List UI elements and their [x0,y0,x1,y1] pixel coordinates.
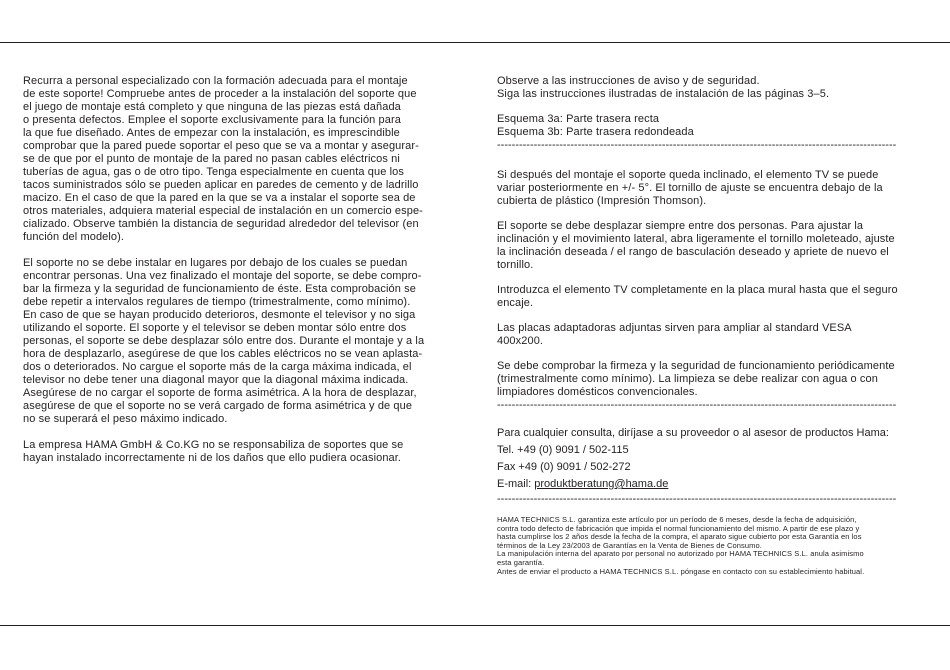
warranty-fine-print: HAMA TECHNICS S.L. garantiza este artículo por un período de 6 meses, desde la fecha de adquisición, contra todo defecto de fabricación que impida el normal funcionamiento del mismo. A partir de ese plazo y hasta cumplirse los 2 años desde la fecha de la compra, el aparato sigue cubierto por esta Garantía en los términos de la Ley 23/2003 de Garantías en la Venta de Bienes de Consumo. La manipulación interna del aparato por personal no autorizado por HAMA TECHNICS S.L. anula asimismo esta garantía. Antes de enviar el producto a HAMA TECHNICS S.L. póngase en contacto con su establecimiento habitual. [497,515,865,576]
email-label: E-mail: [497,478,535,490]
contact-intro: Para cualquier consulta, diríjase a su proveedor o al asesor de productos Hama: [497,427,889,439]
right-column [497,75,929,576]
left-column [23,75,463,465]
installation-warning-paragraph: Recurra a personal especializado con la formación adecuada para el montaje de este soporte! Compruebe antes de proceder a la instalación del soporte que el juego de montaje está completo y que ninguna de las piezas está dañada o presenta defectos. Emplee el soporte exclusivamente para la función para la que fue diseñado. Antes de empezar con la instalación, es imprescindible comprobar que la pared puede soportar el peso que se va a montar y asegurar- se de que por el punto de montaje de la pared no pasan cables eléctricos ni tuberías de agua, gas o de otro tipo. Tenga especialmente en cuenta que los tacos suministrados sólo se pueden aplicar en paredes de cemento y de ladrillo macizo. En el caso de que la pared en la que se va a instalar el soporte sea de otros materiales, adquiera material especial de instalación en un comercio espe- cializado. Observe también la distancia de seguridad alrededor del televisor (en función del modelo). [23,75,423,243]
separator-line: ------------------------------------------------------------------------------------------------------------- [497,139,897,151]
insert-tv-paragraph: Introduzca el elemento TV completamente en la placa mural hasta que el seguro encaje. [497,284,898,309]
liability-paragraph: La empresa HAMA GmbH & Co.KG no se responsabiliza de soportes que se hayan instalado incorrectamente ni de los daños que ello pudiera ocasionar. [23,439,404,464]
contact-fax: Fax +49 (0) 9091 / 502-272 [497,461,631,473]
vesa-paragraph: Las placas adaptadoras adjuntas sirven para ampliar al standard VESA 400x200. [497,322,852,347]
separator-line: ------------------------------------------------------------------------------------------------------------- [497,399,897,411]
separator-line: ------------------------------------------------------------------------------------------------------------- [497,493,897,505]
safety-paragraph: El soporte no se debe instalar en lugares por debajo de los cuales se puedan encontrar personas. Una vez finalizado el montaje del soporte, se debe compro- bar la firmeza y la seguridad de funcionamiento de éste. Esta comprobación se debe repetir a intervalos regulares de tiempo (trimestralmente, como mínimo). En caso de que se hayan producido deterioros, desmonte el televisor y no siga utilizando el soporte. El soporte y el televisor se deben montar sólo entre dos personas, el soporte se debe desplazar sólo entre dos. Durante el montaje y a la hora de desplazarlo, asegúrese de que los cables eléctricos no se vean aplasta- dos o deteriorados. No cargue el soporte más de la carga máxima indicada, el televisor no debe tener una diagonal mayor que la diagonal máxima indicada. Asegúrese de no cargar el soporte de forma asimétrica. A la hora de desplazar, asegúrese de que el soporte no se verá cargado de forma asimétrica y de que no se superará el peso máximo indicado. [23,257,425,425]
maintenance-paragraph: Se debe comprobar la firmeza y la seguridad de funcionamiento periódicamente (trimestralmente como mínimo). La limpieza se debe realizar con agua o con limpiadores domésticos convencionales. [497,360,895,398]
bottom-rule [0,625,950,626]
tilt-adjust-paragraph: Si después del montaje el soporte queda inclinado, el elemento TV se puede variar posteriormente en +/- 5°. El tornillo de ajuste se encuentra debajo de la cubierta de plástico (Impresión Thomson). [497,169,883,207]
email-link[interactable]: produktberatung@hama.de [534,478,669,490]
contact-tel: Tel. +49 (0) 9091 / 502-115 [497,444,629,456]
schemes-paragraph: Esquema 3a: Parte trasera recta Esquema 3b: Parte trasera redondeada [497,113,694,138]
contact-email-line [497,476,929,493]
move-paragraph: El soporte se debe desplazar siempre entre dos personas. Para ajustar la inclinación y el movimiento lateral, abra ligeramente el tornillo moleteado, ajuste la inclinación deseada / el rango de basculación deseado y apriete de nuevo el tornillo. [497,220,895,271]
intro-paragraph: Observe a las instrucciones de aviso y de seguridad. Siga las instrucciones ilustradas de instalación de las páginas 3–5. [497,75,830,100]
top-rule [0,42,950,43]
